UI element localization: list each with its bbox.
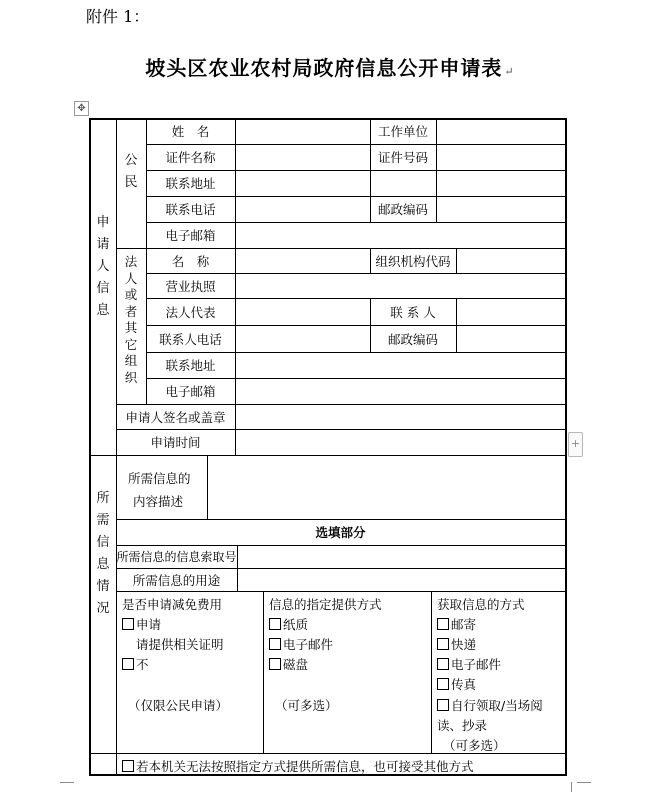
contact-phone-label: 联系人电话 [159,331,222,347]
optional-section-header: 选填部分 [315,525,366,540]
obtain-fax-checkbox[interactable] [437,678,449,690]
obtain-self-pickup-line2: 读、抄录 [437,718,488,733]
index-number-label: 所需信息的信息索取号 [116,550,237,564]
provide-email-checkbox[interactable] [269,638,281,650]
citizen-group-label: 公民 [124,153,138,190]
fee-waiver-title: 是否申请减免费用 [122,597,223,612]
fee-apply-checkbox[interactable] [122,618,134,630]
employer-label: 工作单位 [377,124,428,139]
business-license-label: 营业执照 [165,278,216,294]
table-border-left [89,118,91,776]
provide-email-option[interactable]: 电子邮件 [269,635,333,653]
id-type-label: 证件名称 [165,150,216,165]
provide-method-title: 信息的指定提供方式 [269,597,382,612]
add-row-plus-icon[interactable]: + [568,432,583,457]
fee-no-checkbox[interactable] [122,658,134,670]
fee-proof-note: 请提供相关证明 [136,637,224,652]
provide-paper-checkbox[interactable] [269,618,281,630]
applicant-info-section-label: 申请人信息 [96,215,110,318]
org-code-label: 组织机构代码 [375,253,451,269]
description-label-line2: 内容描述 [133,494,184,509]
id-number-label: 证件号码 [377,150,428,165]
info-needed-section-label: 所需信息情况 [96,491,110,616]
citizen-phone-label: 联系电话 [165,202,216,217]
paragraph-mark: ↵ [504,65,515,78]
obtain-email-checkbox[interactable] [437,658,449,670]
form-title: 坡头区农业农村局政府信息公开申请表 ↵ [145,56,515,80]
provide-paper-option[interactable]: 纸质 [269,615,308,633]
contact-person-label: 联 系 人 [390,304,436,320]
fee-apply-option[interactable]: 申请 [122,615,161,633]
signature-label: 申请人签名或盖章 [125,409,226,425]
provide-disk-option[interactable]: 磁盘 [269,655,308,673]
org-name-label: 名 称 [171,253,210,269]
provide-disk-checkbox[interactable] [269,658,281,670]
purpose-label: 所需信息的用途 [132,572,221,588]
description-label-line1: 所需信息的 [128,471,191,486]
citizen-email-label: 电子邮箱 [165,228,216,243]
obtain-express-checkbox[interactable] [437,638,449,650]
obtain-self-pickup-option[interactable]: 自行领取/当场阅 [437,696,543,714]
provide-multi-select-note: （可多选） [275,698,338,713]
table-border-right [565,118,567,776]
crop-mark-left [60,782,74,793]
obtain-mail-checkbox[interactable] [437,618,449,630]
obtain-fax-option[interactable]: 传真 [437,675,476,693]
obtain-multi-select-note: （可多选） [443,738,506,753]
citizen-postcode-label: 邮政编码 [377,202,428,217]
obtain-express-option[interactable]: 快递 [437,635,476,653]
legal-rep-label: 法人代表 [165,304,216,320]
org-address-label: 联系地址 [165,358,216,373]
obtain-mail-option[interactable]: 邮寄 [437,615,476,633]
table-move-handle-icon[interactable]: ✥ [74,101,89,116]
obtain-self-pickup-checkbox[interactable] [437,699,449,711]
citizen-address-label: 联系地址 [165,176,216,191]
fee-no-option[interactable]: 不 [122,655,149,673]
fee-citizen-only-note: （仅限公民申请） [128,698,229,713]
obtain-email-option[interactable]: 电子邮件 [437,655,501,673]
attachment-label: 附件 1： [86,7,150,26]
apply-time-label: 申请时间 [150,435,201,450]
org-email-label: 电子邮箱 [165,384,216,399]
fallback-checkbox[interactable] [122,760,134,772]
organization-group-label: 法人或者其它组织 [124,254,138,385]
fallback-option[interactable]: 若本机关无法按照指定方式提供所需信息，也可接受其他方式 [122,757,474,775]
obtain-method-title: 获取信息的方式 [437,597,525,612]
org-postcode-label: 邮政编码 [387,331,438,347]
crop-mark-right-h [577,782,591,793]
name-label: 姓 名 [171,124,210,139]
